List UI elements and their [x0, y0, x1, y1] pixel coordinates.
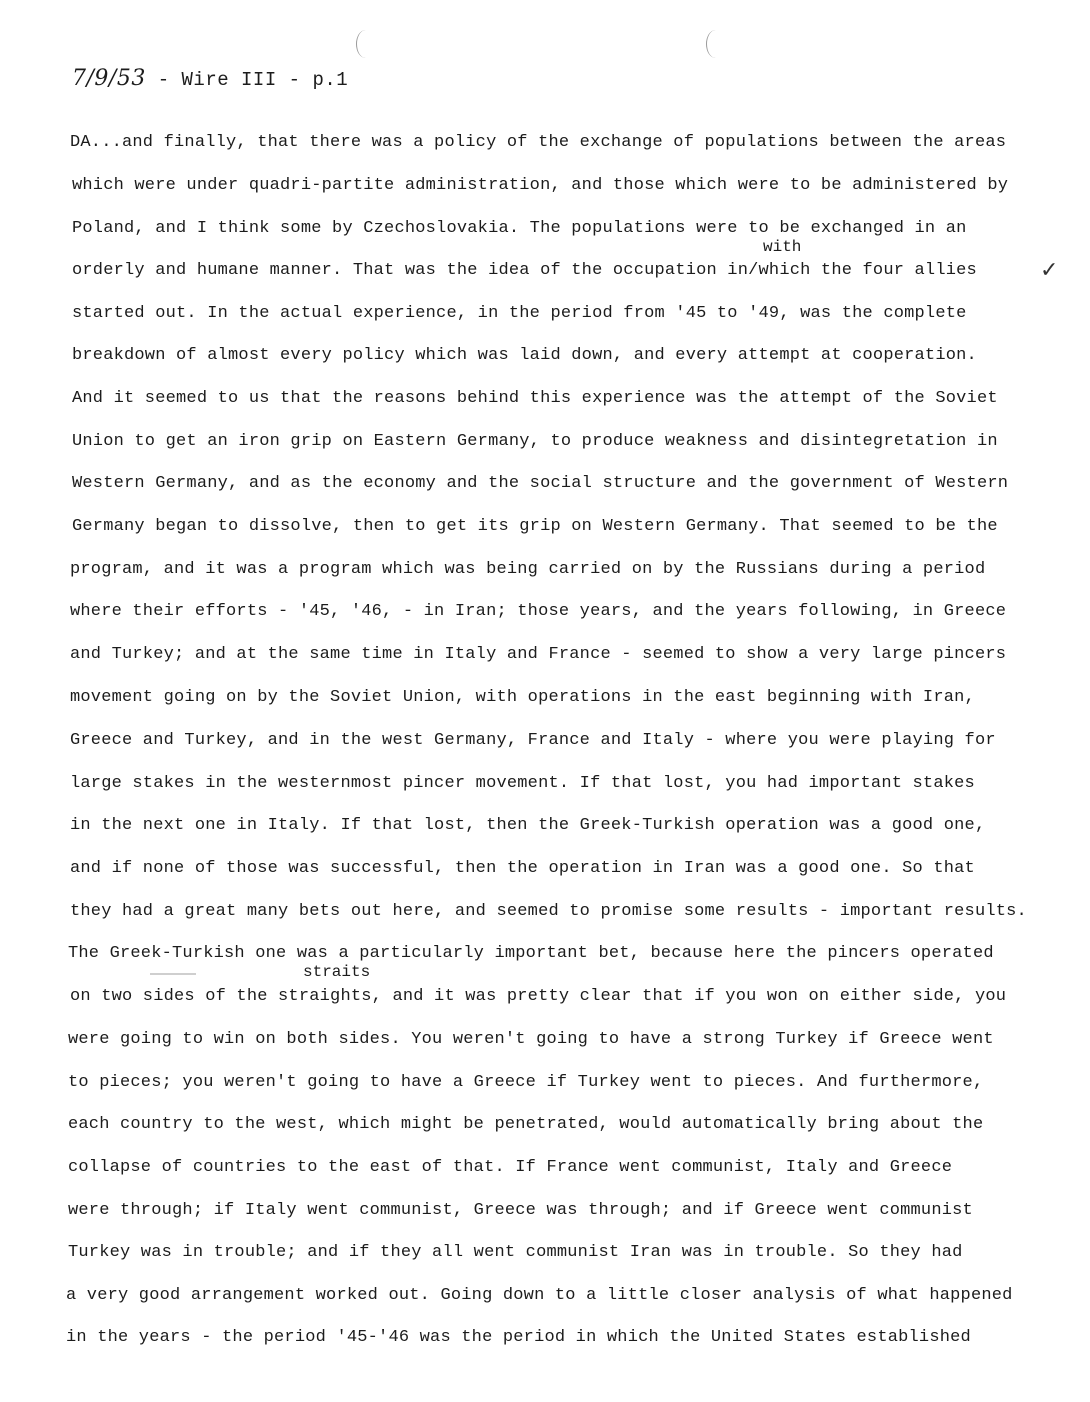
text-line: and if none of those was successful, then the operation in Iran was a good one. So that: [70, 859, 975, 878]
text-line: Turkey was in trouble; and if they all went communist Iran was in trouble. So they had: [68, 1243, 963, 1262]
text-line: program, and it was a program which was being carried on by the Russians during a period: [70, 560, 986, 579]
text-line: were going to win on both sides. You weren't going to have a strong Turkey if Greece went: [68, 1030, 994, 1049]
text-line: a very good arrangement worked out. Going down to a little closer analysis of what happened: [66, 1286, 1013, 1305]
ink-smudge: [150, 973, 196, 975]
text-line: breakdown of almost every policy which was laid down, and every attempt at cooperation.: [72, 346, 977, 365]
interlinear-insertion-with: with: [763, 238, 802, 256]
text-line: to pieces; you weren't going to have a Greece if Turkey went to pieces. And furthermore,: [68, 1073, 984, 1092]
text-line: Western Germany, and as the economy and the social structure and the government of Western: [72, 474, 1009, 493]
text-line: in the years - the period '45-'46 was the period in which the United States established: [66, 1328, 971, 1347]
header-date: 7/9/53: [72, 66, 146, 91]
text-line: where their efforts - '45, '46, - in Iran; those years, and the years following, in Greece: [70, 602, 1007, 621]
punch-hole-mark: [356, 30, 375, 58]
text-line: which were under quadri-partite administration, and those which were to be administered by: [72, 176, 1009, 195]
margin-check-mark: ✓: [1040, 258, 1059, 283]
text-line: were through; if Italy went communist, Greece was through; and if Greece went communist: [68, 1201, 973, 1220]
text-line: orderly and humane manner. That was the idea of the occupation in/which the four allies: [72, 261, 977, 280]
text-line: each country to the west, which might be penetrated, would automatically bring about the: [68, 1115, 984, 1134]
page-header: [72, 66, 348, 91]
text-line: Greece and Turkey, and in the west Germany, France and Italy - where you were playing for: [70, 731, 996, 750]
text-line: in the next one in Italy. If that lost, then the Greek-Turkish operation was a good one,: [70, 816, 986, 835]
text-line: Poland, and I think some by Czechoslovakia. The populations were to be exchanged in an: [72, 219, 967, 238]
text-line: Union to get an iron grip on Eastern Germany, to produce weakness and disintegretation in: [72, 432, 998, 451]
text-line: large stakes in the westernmost pincer movement. If that lost, you had important stakes: [70, 774, 975, 793]
header-title: - Wire III - p.1: [145, 69, 349, 91]
text-line: on two sides of the straights, and it was pretty clear that if you won on either side, you: [70, 987, 1007, 1006]
text-line: started out. In the actual experience, in the period from '45 to '49, was the complete: [72, 304, 967, 323]
punch-hole-mark: [706, 30, 725, 58]
text-line: And it seemed to us that the reasons behind this experience was the attempt of the Soviet: [72, 389, 998, 408]
interlinear-insertion-straits: straits: [303, 963, 371, 981]
text-line: DA...and finally, that there was a policy of the exchange of populations between the areas: [70, 133, 1007, 152]
text-line: The Greek-Turkish one was a particularly important bet, because here the pincers operated: [68, 944, 994, 963]
text-line: collapse of countries to the east of that. If France went communist, Italy and Greece: [68, 1158, 953, 1177]
text-line: and Turkey; and at the same time in Italy and France - seemed to show a very large pincers: [70, 645, 1007, 664]
text-line: movement going on by the Soviet Union, with operations in the east beginning with Iran,: [70, 688, 975, 707]
text-line: Germany began to dissolve, then to get its grip on Western Germany. That seemed to be the: [72, 517, 998, 536]
text-line: they had a great many bets out here, and seemed to promise some results - important results.: [70, 902, 1027, 921]
